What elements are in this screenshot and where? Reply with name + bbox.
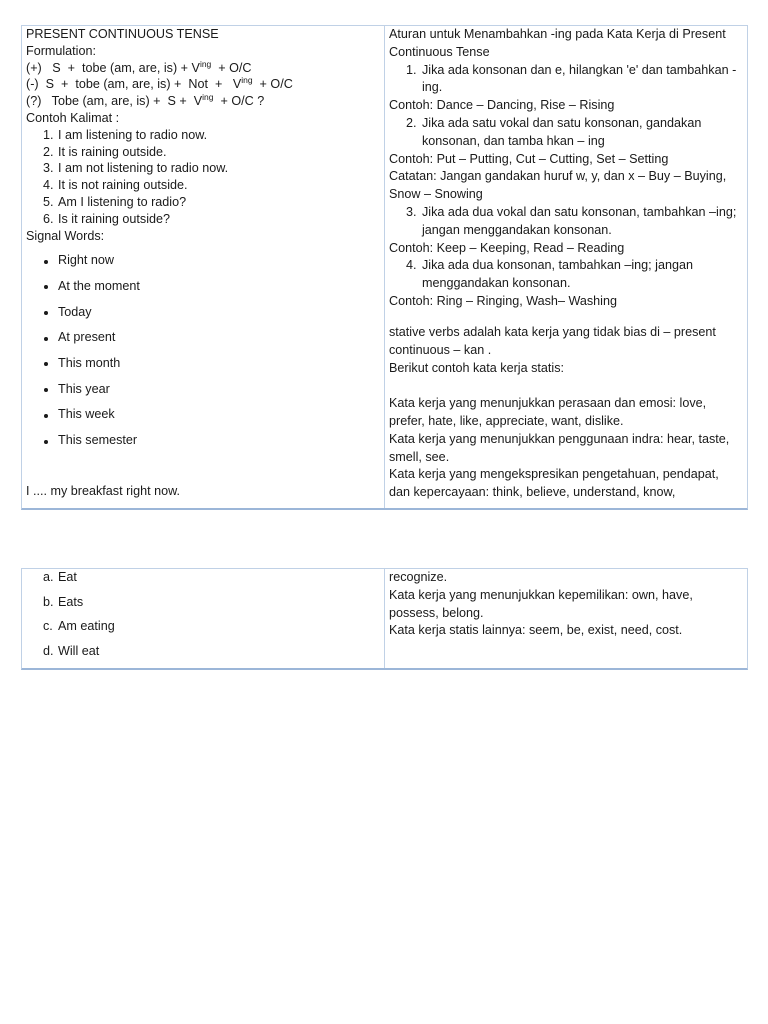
example-text: It is not raining outside. [58, 178, 188, 193]
stative-definition-line: continuous – kan . [389, 342, 492, 357]
question-prompt: I .... my breakfast right now. [26, 484, 180, 499]
formula-interrogative-main: (?) Tobe (am, are, is) + S + V [26, 94, 203, 109]
answer-options-cell [22, 569, 385, 668]
rule-example: Contoh: Put – Putting, Cut – Cutting, Set – Setting [389, 151, 669, 166]
signal-word-text: At present [58, 330, 116, 345]
example-text: It is raining outside. [58, 144, 167, 159]
rule-text [422, 62, 736, 98]
example-text: I am not listening to radio now. [58, 161, 229, 176]
signal-word-text: This week [58, 407, 115, 422]
example-item [26, 211, 384, 228]
formula-negative-end: + O/C [252, 77, 293, 92]
rule-note: Snow – Snowing [389, 187, 483, 202]
section-title: PRESENT CONTINUOUS TENSE [26, 27, 219, 41]
signal-word-item [26, 248, 384, 274]
stative-category-line: Kata kerja yang mengekspresikan pengetahuan, pendapat, [389, 467, 719, 482]
answer-option [26, 594, 384, 612]
stative-category-line: Kata kerja yang menunjukkan penggunaan indra: hear, taste, [389, 431, 730, 446]
bullet-icon [43, 248, 58, 274]
rule-line: Jika ada dua konsonan, tambahkan –ing; jangan [422, 258, 693, 273]
answer-option [26, 618, 384, 636]
option-letter: a. [43, 570, 54, 584]
option-text: Am eating [58, 619, 115, 634]
example-number: 4. [43, 178, 54, 193]
rule-item [389, 257, 747, 293]
stative-category-line: Kata kerja statis lainnya: seem, be, exist, need, cost. [389, 623, 683, 638]
formula-interrogative-end: + O/C ? [213, 94, 265, 109]
rule-line: ing. [422, 80, 443, 95]
rule-text [422, 115, 701, 151]
example-text: Am I listening to radio? [58, 194, 187, 209]
example-text: I am listening to radio now. [58, 127, 208, 142]
formula-positive-main: (+) S + tobe (am, are, is) + V [26, 60, 200, 75]
option-text: Eat [58, 570, 77, 584]
formula-positive-end: + O/C [211, 60, 252, 75]
stative-category-line: Kata kerja yang menunjukkan perasaan dan emosi: love, [389, 396, 707, 411]
signal-word-item [26, 274, 384, 300]
signal-word-item [26, 351, 384, 377]
example-item [26, 144, 384, 161]
stative-category-line: dan kepercayaan: think, believe, understand, know, [389, 485, 676, 500]
signal-words-label: Signal Words: [26, 228, 105, 243]
bullet-icon [43, 351, 58, 377]
formula-negative [26, 76, 384, 93]
bullet-icon [43, 402, 58, 428]
rules-heading-line: Aturan untuk Menambahkan -ing pada Kata Kerja di Present [389, 27, 726, 41]
signal-word-item [26, 402, 384, 428]
formula-positive-superscript: ing [199, 58, 212, 69]
rule-line: Jika ada satu vokal dan satu konsonan, gandakan [422, 115, 702, 130]
rule-example: Contoh: Ring – Ringing, Wash– Washing [389, 293, 617, 308]
signal-word-text: Right now [58, 253, 115, 268]
bullet-icon [43, 428, 58, 454]
example-number: 6. [43, 211, 54, 226]
formulation-label: Formulation: [26, 43, 96, 58]
bullet-icon [43, 325, 58, 351]
rule-text [422, 204, 736, 240]
content-table-continued [21, 568, 748, 670]
rules-heading-line: Continuous Tense [389, 44, 490, 59]
rule-line: Jika ada dua vokal dan satu konsonan, tambahkan –ing; [422, 204, 737, 219]
rule-example: Contoh: Keep – Keeping, Read – Reading [389, 240, 625, 255]
grammar-cell [22, 26, 385, 508]
rule-line: jangan menggandakan konsonan. [422, 222, 612, 237]
example-text: Is it raining outside? [58, 211, 171, 226]
example-number: 3. [43, 161, 54, 176]
signal-word-text: This month [58, 356, 121, 371]
example-number: 1. [43, 127, 54, 142]
option-letter: b. [43, 594, 54, 609]
rule-number: 4. [406, 258, 417, 273]
rules-cell [385, 26, 747, 508]
rule-number: 1. [406, 62, 417, 77]
rule-number: 2. [406, 115, 417, 130]
stative-category-line: recognize. [389, 570, 448, 584]
examples-label: Contoh Kalimat : [26, 110, 120, 125]
answer-option [26, 569, 384, 587]
rule-line: konsonan, dan tamba hkan – ing [422, 133, 605, 148]
stative-intro-line: Berikut contoh kata kerja statis: [389, 360, 564, 375]
rule-line: Jika ada konsonan dan e, hilangkan 'e' dan tambahkan - [422, 62, 737, 77]
example-number: 2. [43, 144, 54, 159]
signal-word-item [26, 428, 384, 454]
example-item [26, 177, 384, 194]
bullet-icon [43, 377, 58, 403]
rule-item [389, 204, 747, 240]
signal-word-text: At the moment [58, 279, 140, 294]
answer-option [26, 643, 384, 661]
formula-interrogative [26, 93, 384, 110]
example-item [26, 127, 384, 144]
option-text: Eats [58, 594, 84, 609]
option-text: Will eat [58, 644, 100, 659]
formula-negative-superscript: ing [241, 75, 253, 86]
signal-word-text: Today [58, 304, 92, 319]
stative-definition-line: stative verbs adalah kata kerja yang tidak bias di – present [389, 325, 716, 340]
rule-text [422, 257, 693, 293]
content-table-main [21, 25, 748, 510]
stative-continued-cell [385, 569, 747, 668]
signal-word-item [26, 300, 384, 326]
option-letter: d. [43, 644, 54, 659]
formula-negative-main: (-) S + tobe (am, are, is) + Not + V [26, 77, 242, 92]
stative-category-line: prefer, hate, like, appreciate, want, dislike. [389, 414, 624, 429]
rule-line: menggandakan konsonan. [422, 276, 571, 291]
stative-category-line: smell, see. [389, 449, 450, 464]
signal-word-text: This semester [58, 433, 138, 448]
formula-interrogative-superscript: ing [202, 92, 214, 103]
example-number: 5. [43, 194, 54, 209]
stative-category-line: possess, belong. [389, 605, 484, 620]
rule-item [389, 115, 747, 151]
stative-category-line: Kata kerja yang menunjukkan kepemilikan: own, have, [389, 587, 693, 602]
bullet-icon [43, 274, 58, 300]
signal-word-item [26, 325, 384, 351]
rule-item [389, 62, 747, 98]
option-letter: c. [43, 619, 53, 634]
example-item [26, 160, 384, 177]
rule-number: 3. [406, 204, 417, 219]
formula-positive [26, 60, 384, 77]
rule-note: Catatan: Jangan gandakan huruf w, y, dan x – Buy – Buying, [389, 169, 727, 184]
signal-words-list [26, 248, 384, 454]
rule-example: Contoh: Dance – Dancing, Rise – Rising [389, 98, 615, 113]
signal-word-item [26, 377, 384, 403]
signal-word-text: This year [58, 381, 110, 396]
bullet-icon [43, 300, 58, 326]
example-item [26, 194, 384, 211]
